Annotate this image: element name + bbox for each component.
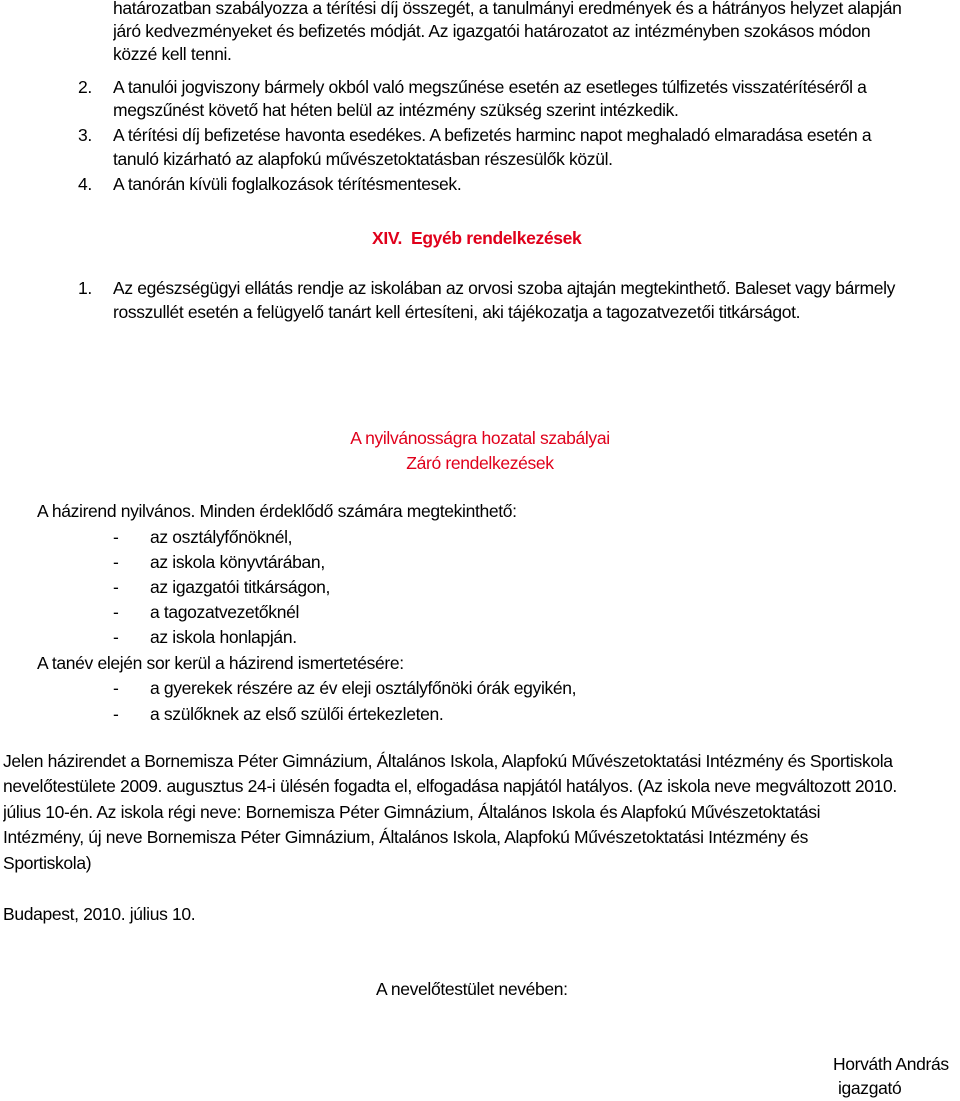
- section13-item2-number: 2.: [78, 77, 92, 97]
- section13-item3-line1: A térítési díj befizetése havonta esedékes. A befizetés harminc napot meghaladó elmaradása esetén a: [113, 125, 872, 145]
- adoption-line-3: július 10-én. Az iskola régi neve: Bornemisza Péter Gimnázium, Általános Iskola és Alapfokú Művészetoktatási: [3, 802, 821, 822]
- adoption-line-1: Jelen házirendet a Bornemisza Péter Gimnázium, Általános Iskola, Alapfokú Művészetoktatási Intézmény és Sportiskola: [3, 751, 893, 771]
- section14-item1-line2: rosszullét esetén a felügyelő tanárt kell értesíteni, aki tájékozatja a tagozatvezetői titkárságot.: [113, 302, 801, 322]
- on-behalf-of-staff: A nevelőtestület nevében:: [376, 979, 568, 999]
- section14-item1-number: 1.: [78, 278, 92, 298]
- section13-item4-line1: A tanórán kívüli foglalkozások térítésmentesek.: [113, 174, 462, 194]
- publicity-heading: A nyilvánosságra hozatal szabályai: [350, 428, 610, 448]
- adoption-line-5: Sportiskola): [3, 853, 92, 873]
- publicity-intro-2: A tanév elején sor kerül a házirend ismertetésére:: [37, 653, 404, 673]
- signatory-name: Horváth András: [833, 1054, 949, 1074]
- location-item: az iskola honlapján.: [150, 627, 297, 647]
- section14-number: XIV.: [372, 228, 403, 248]
- adoption-line-2: nevelőtestülete 2009. augusztus 24-i ülésén fogadta el, elfogadása napjától hatályos. (Az iskola neve megváltozott 2010.: [3, 776, 897, 796]
- closing-provisions-heading: Záró rendelkezések: [406, 453, 554, 473]
- list-bullet: -: [113, 627, 119, 647]
- section13-item4-number: 4.: [78, 174, 92, 194]
- location-item: a tagozatvezetőknél: [150, 602, 300, 622]
- list-bullet: -: [113, 527, 119, 547]
- section13-item3-line2: tanuló kizárható az alapfokú művészetoktatásban részesülők közül.: [113, 149, 613, 169]
- location-item: az igazgatói titkárságon,: [150, 577, 330, 597]
- list-bullet: -: [113, 602, 119, 622]
- section13-item2-line1: A tanulói jogviszony bármely okból való megszűnése esetén az esetleges túlfizetés visszatérítéséről a: [113, 77, 867, 97]
- location-item: az osztályfőnöknél,: [150, 527, 293, 547]
- location-item: az iskola könyvtárában,: [150, 552, 325, 572]
- publicity-intro: A házirend nyilvános. Minden érdeklődő számára megtekinthető:: [37, 501, 517, 521]
- section13-item1-line1: határozatban szabályozza a térítési díj összegét, a tanulmányi eredmények és a hátrányos helyzet alapján: [113, 0, 902, 18]
- section13-item3-number: 3.: [78, 125, 92, 145]
- list-bullet: -: [113, 678, 119, 698]
- adoption-line-4: Intézmény, új neve Bornemisza Péter Gimnázium, Általános Iskola, Alapfokú Művészetoktatási Intézmény és: [3, 827, 808, 847]
- section14-item1-line1: Az egészségügyi ellátás rendje az iskolában az orvosi szoba ajtaján megtekinthető. Baleset vagy bármely: [113, 278, 896, 298]
- section14-title: Egyéb rendelkezések: [411, 228, 582, 248]
- occasion-item: a gyerekek részére az év eleji osztályfőnöki órák egyikén,: [150, 678, 577, 698]
- section13-item1-line2: járó kedvezményeket és befizetés módját. Az igazgatói határozatot az intézményben szokásos módon: [113, 21, 871, 41]
- place-and-date: Budapest, 2010. július 10.: [3, 904, 196, 924]
- list-bullet: -: [113, 552, 119, 572]
- list-bullet: -: [113, 577, 119, 597]
- list-bullet: -: [113, 704, 119, 724]
- occasion-item: a szülőknek az első szülői értekezleten.: [150, 704, 444, 724]
- section13-item2-line2: megszűnést követő hat héten belül az intézmény szükség szerint intézkedik.: [113, 100, 679, 120]
- section13-item1-line3: közzé kell tenni.: [113, 44, 232, 64]
- signatory-role: igazgató: [838, 1078, 902, 1098]
